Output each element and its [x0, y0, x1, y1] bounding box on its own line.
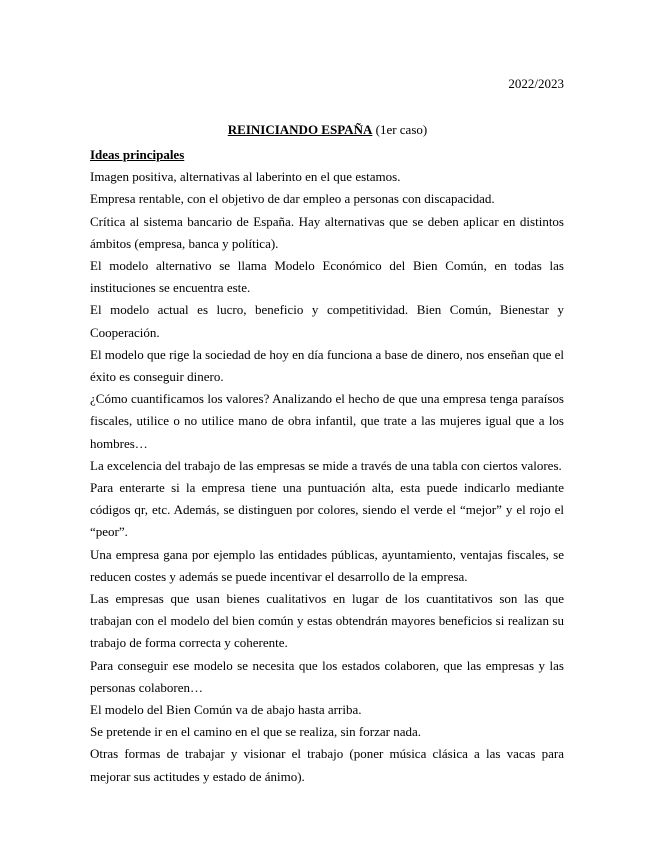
- document-title: [0, 122, 655, 138]
- paragraph-11: Las empresas que usan bienes cualitativos en lugar de los cuantitativos son las que trabajan con el modelo del bien común y estas obtendrán mayores beneficios si realizan su trabajo de forma correcta y coherente.: [90, 591, 564, 651]
- paragraph-9: Para enterarte si la empresa tiene una puntuación alta, esta puede indicarlo mediante códigos qr, etc. Además, se distinguen por colores, siendo el verde el “mejor” y el rojo el “peor”.: [90, 480, 564, 540]
- paragraph-7: ¿Cómo cuantificamos los valores? Analizando el hecho de que una empresa tenga paraísos fiscales, utilice o no utilice mano de obra infantil, que trate a las mujeres igual que a los hombres…: [90, 391, 564, 451]
- section-heading: Ideas principales: [90, 147, 185, 162]
- paragraph-10: Una empresa gana por ejemplo las entidades públicas, ayuntamiento, ventajas fiscales, se reducen costes y además se puede incentivar el desarrollo de la empresa.: [90, 546, 564, 584]
- paragraph-5: El modelo actual es lucro, beneficio y competitividad. Bien Común, Bienestar y Cooperación.: [90, 302, 564, 340]
- title-main: REINICIANDO ESPAÑA: [227, 122, 373, 137]
- academic-year: 2022/2023: [508, 76, 564, 91]
- document-body: [90, 144, 564, 788]
- paragraph-4: El modelo alternativo se llama Modelo Económico del Bien Común, en todas las instituciones se encuentra este.: [90, 258, 564, 296]
- paragraph-13: El modelo del Bien Común va de abajo hasta arriba.: [90, 702, 362, 718]
- paragraph-6: El modelo que rige la sociedad de hoy en día funciona a base de dinero, nos enseñan que el éxito es conseguir dinero.: [90, 346, 564, 385]
- paragraph-1: Imagen positiva, alternativas al laberinto en el que estamos.: [90, 169, 401, 185]
- paragraph-8: La excelencia del trabajo de las empresas se mide a través de una tabla con ciertos valores.: [90, 457, 562, 473]
- paragraph-12: Para conseguir ese modelo se necesita que los estados colaboren, que las empresas y las personas colaboren…: [90, 657, 564, 695]
- paragraph-14: Se pretende ir en el camino en el que se realiza, sin forzar nada.: [90, 724, 421, 740]
- paragraph-2: Empresa rentable, con el objetivo de dar empleo a personas con discapacidad.: [90, 191, 495, 207]
- paragraph-3: Crítica al sistema bancario de España. Hay alternativas que se deben aplicar en distintos ámbitos (empresa, banca y política).: [90, 213, 564, 251]
- title-suffix: (1er caso): [375, 122, 428, 137]
- paragraph-15: Otras formas de trabajar y visionar el trabajo (poner música clásica a las vacas para mejorar sus actitudes y estado de ánimo).: [90, 746, 564, 784]
